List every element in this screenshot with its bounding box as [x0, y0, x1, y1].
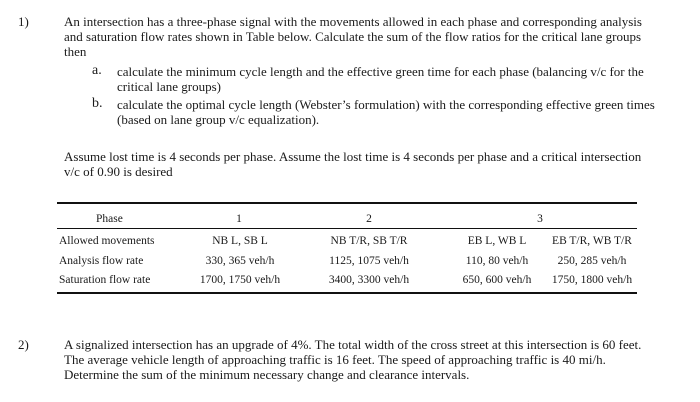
- table-bottom-rule: [57, 292, 637, 294]
- table-row-label: Allowed movements: [59, 235, 155, 247]
- table-header-phase-2: 2: [366, 213, 372, 225]
- question-1-line-1: An intersection has a three-phase signal with the movements allowed in each phase and corresponding analysis: [64, 14, 642, 29]
- table-cell: EB T/R, WB T/R: [552, 235, 632, 247]
- table-cell: NB T/R, SB T/R: [330, 235, 408, 247]
- table-cell: EB L, WB L: [467, 235, 527, 247]
- table-cell: 1125, 1075 veh/h: [329, 255, 409, 267]
- question-1-line-2: and saturation flow rates shown in Table below. Calculate the sum of the flow ratios for the critical lane groups: [64, 29, 642, 44]
- question-1-number: 1): [18, 14, 29, 29]
- table-row-label: Analysis flow rate: [59, 255, 144, 267]
- table-top-rule: [57, 202, 637, 204]
- table-header-phase: Phase: [96, 213, 123, 225]
- table-row-label: Saturation flow rate: [59, 274, 151, 286]
- part-b-line-1: calculate the optimal cycle length (Webster’s formulation) with the corresponding effective green times: [117, 97, 655, 112]
- table-cell: 330, 365 veh/h: [205, 255, 275, 267]
- part-a-line-2: critical lane groups): [117, 79, 221, 94]
- table-cell: 1700, 1750 veh/h: [199, 274, 281, 286]
- question-2-line-1: A signalized intersection has an upgrade of 4%. The total width of the cross street at this intersection is 60 feet.: [64, 337, 642, 352]
- question-2-line-3: Determine the sum of the minimum necessary change and clearance intervals.: [64, 367, 470, 382]
- assumption-line-2: v/c of 0.90 is desired: [64, 164, 173, 179]
- table-header-phase-1: 1: [236, 213, 242, 225]
- table-cell: 3400, 3300 veh/h: [328, 274, 410, 286]
- part-b-label: b.: [92, 96, 103, 111]
- table-cell: NB L, SB L: [212, 235, 268, 247]
- part-a-label: a.: [92, 63, 102, 78]
- table-cell: 650, 600 veh/h: [462, 274, 532, 286]
- assumption-line-1: Assume lost time is 4 seconds per phase. Assume the lost time is 4 seconds per phase and a critical intersection: [64, 149, 642, 164]
- question-1-line-3: then: [64, 44, 87, 59]
- question-2-line-2: The average vehicle length of approaching traffic is 16 feet. The speed of approaching traffic is 40 mi/h.: [64, 352, 606, 367]
- table-cell: 250, 285 veh/h: [557, 255, 627, 267]
- table-header-phase-3: 3: [537, 213, 543, 225]
- table-cell: 1750, 1800 veh/h: [551, 274, 633, 286]
- part-b-line-2: (based on lane group v/c equalization).: [117, 112, 320, 127]
- question-2-number: 2): [18, 337, 29, 352]
- table-cell: 110, 80 veh/h: [465, 255, 529, 267]
- table-header-rule: [57, 228, 637, 229]
- part-a-line-1: calculate the minimum cycle length and the effective green time for each phase (balancing v/c for the: [117, 64, 644, 79]
